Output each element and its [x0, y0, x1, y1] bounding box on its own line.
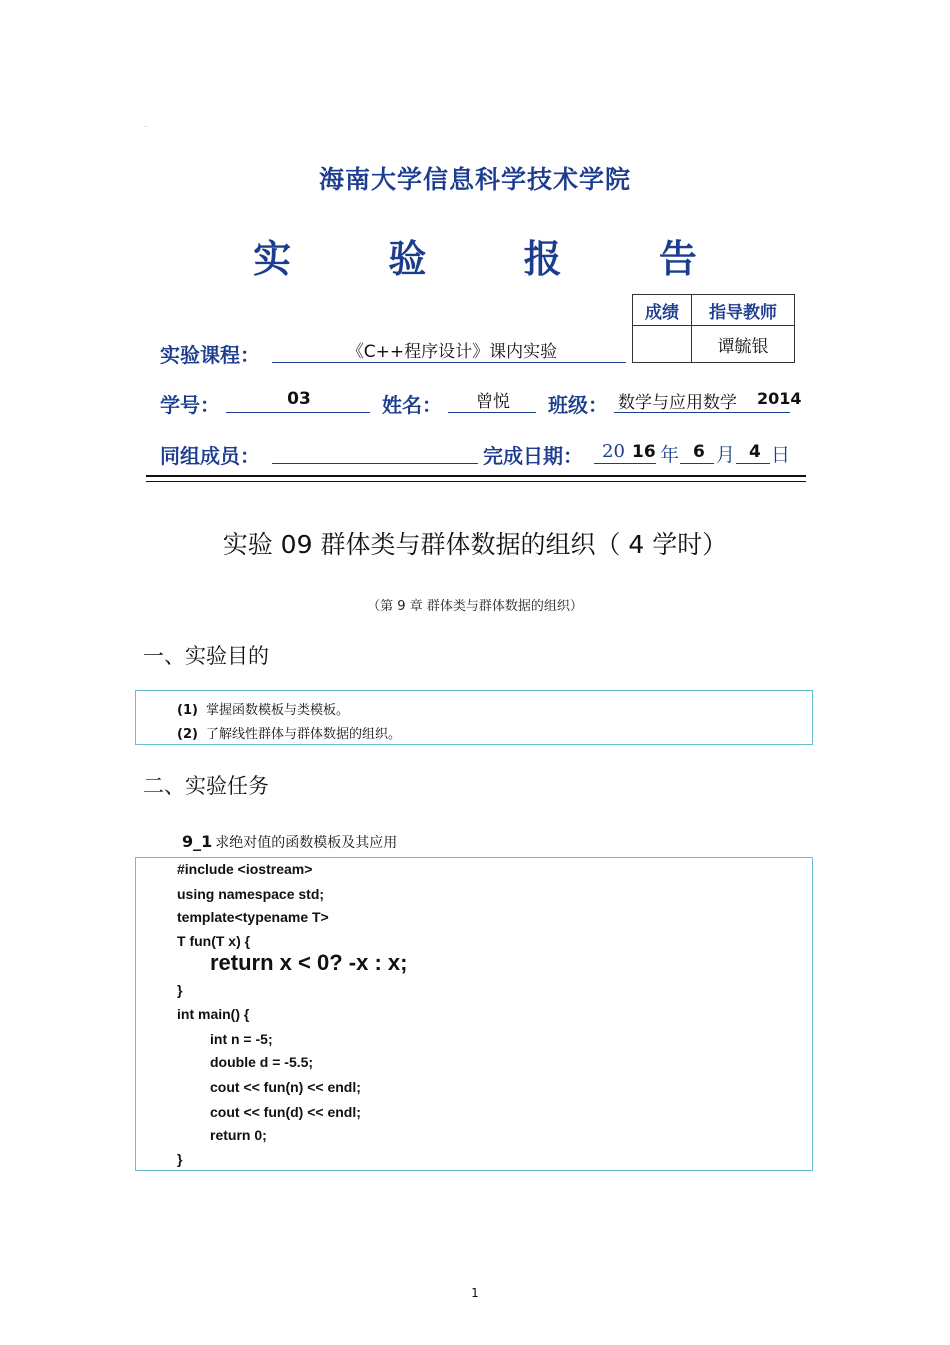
code-line: }	[177, 982, 183, 998]
year-char: 年	[660, 444, 680, 466]
objective-text: 了解线性群体与群体数据的组织。	[205, 727, 401, 742]
section-tasks-title: 二、实验任务	[143, 774, 269, 798]
score-header: 成绩	[633, 295, 692, 326]
members-underline	[272, 441, 478, 464]
course-value: 《C++程序设计》课内实验	[346, 342, 558, 362]
name-value: 曾悦	[476, 392, 510, 412]
student-id-label: 学号：	[160, 393, 220, 417]
date-year: 16	[632, 442, 656, 462]
score-cell	[633, 326, 692, 363]
code-line: }	[177, 1151, 183, 1167]
experiment-subtitle: （第 9 章 群体类与群体数据的组织）	[367, 599, 583, 614]
code-line: template<typename T>	[177, 909, 329, 925]
task-number: 9_1	[182, 832, 213, 851]
grade-table	[632, 294, 795, 363]
code-line: T fun(T x) {	[177, 933, 251, 949]
members-label: 同组成员：	[160, 444, 260, 468]
day-char: 日	[771, 444, 791, 466]
objective-text: 掌握函数模板与类模板。	[205, 703, 349, 718]
code-line: return 0;	[210, 1127, 267, 1143]
class-year: 2014	[757, 389, 802, 408]
code-line: return x < 0? -x : x;	[210, 950, 408, 975]
code-line: using namespace std;	[177, 886, 325, 902]
date-month: 6	[693, 442, 705, 462]
date-prefix: 20	[602, 441, 625, 462]
page-number: 1	[471, 1286, 479, 1300]
class-label: 班级：	[548, 393, 608, 417]
corner-mark: ··	[144, 124, 148, 131]
student-id-value: 03	[287, 389, 311, 409]
school-name: 海南大学信息科学技术学院	[318, 165, 631, 194]
objective-num: (1)	[177, 703, 198, 718]
task-heading	[182, 832, 397, 852]
name-label: 姓名：	[382, 393, 442, 417]
report-title: 实 验 报 告	[253, 236, 739, 281]
objective-num: (2)	[177, 727, 198, 742]
experiment-title: 实验 09 群体类与群体数据的组织（ 4 学时）	[222, 530, 728, 559]
date-day: 4	[749, 442, 761, 462]
header-divider	[146, 475, 806, 482]
objective-item	[177, 699, 349, 718]
class-value: 数学与应用数学	[618, 393, 737, 413]
task-description: 求绝对值的函数模板及其应用	[215, 835, 398, 851]
course-label: 实验课程：	[160, 343, 260, 367]
code-line: int n = -5;	[210, 1031, 273, 1047]
section-objectives-title: 一、实验目的	[143, 644, 269, 668]
code-line: double d = -5.5;	[210, 1054, 314, 1070]
teacher-header: 指导教师	[692, 295, 795, 326]
code-line: #include <iostream>	[177, 861, 313, 877]
teacher-cell: 谭毓银	[692, 326, 795, 363]
code-line: cout << fun(n) << endl;	[210, 1079, 361, 1095]
code-line: int main() {	[177, 1006, 250, 1022]
objective-item	[177, 723, 401, 742]
month-char: 月	[716, 444, 736, 466]
date-label: 完成日期：	[483, 444, 583, 468]
code-line: cout << fun(d) << endl;	[210, 1104, 361, 1120]
